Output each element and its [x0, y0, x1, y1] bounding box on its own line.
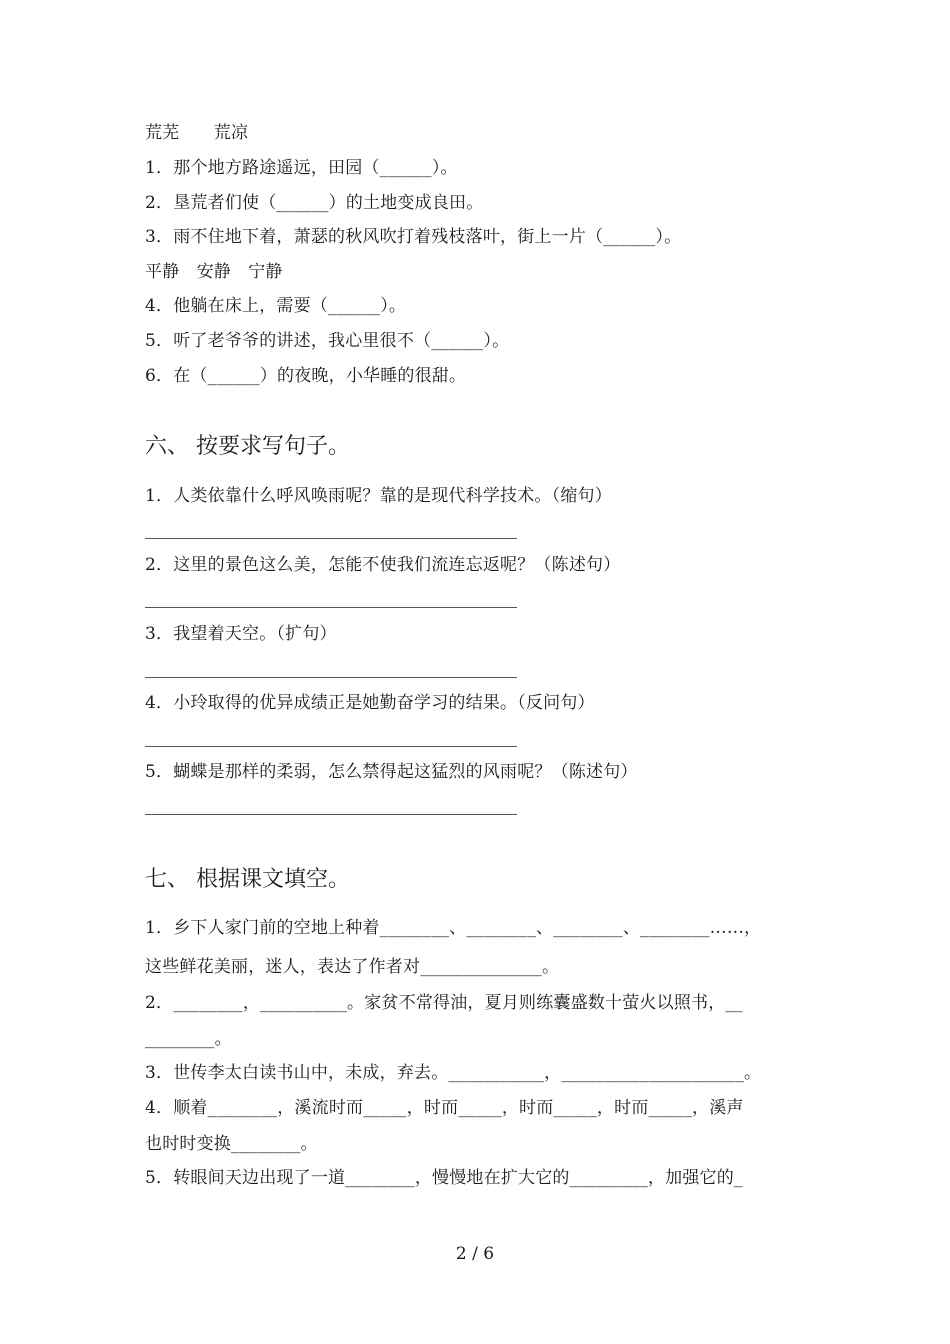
answer-line-4 — [145, 746, 517, 747]
text-fill-question-2-line-1: 2．________，__________。家贫不常得油，夏月则练囊盛数十萤火以照书，__ — [145, 993, 743, 1013]
fill-question-2: 2．垦荒者们使（______）的土地变成良田。 — [145, 193, 484, 213]
fill-question-5: 5．听了老爷爷的讲述，我心里很不（______）。 — [145, 331, 510, 351]
text-fill-question-3: 3．世传李太白读书山中，未成，弃去。___________，_____________________。 — [145, 1063, 762, 1083]
text-fill-question-4-line-1: 4．顺着________，溪流时而_____，时而_____，时而_____，时而_____，溪声 — [145, 1098, 744, 1118]
text-fill-question-1-line-2: 这些鲜花美丽，迷人，表达了作者对______________。 — [145, 957, 560, 977]
word-choice-group-2: 平静 安静 宁静 — [145, 262, 283, 282]
text-fill-question-2-line-2: ________。 — [145, 1029, 232, 1049]
answer-line-5 — [145, 814, 517, 815]
answer-line-1 — [145, 538, 517, 539]
fill-question-4: 4．他躺在床上，需要（______）。 — [145, 296, 407, 316]
answer-line-2 — [145, 607, 517, 608]
fill-question-1: 1．那个地方路途遥远，田园（______）。 — [145, 158, 458, 178]
answer-line-3 — [145, 677, 517, 678]
text-fill-question-1-line-1: 1．乡下人家门前的空地上种着________、________、________、________……， — [145, 918, 762, 938]
text-fill-question-4-line-2: 也时时变换________。 — [145, 1134, 318, 1154]
text-fill-question-5: 5．转眼间天边出现了一道________，慢慢地在扩大它的_________，加强它的_ — [145, 1168, 743, 1188]
rewrite-question-5: 5．蝴蝶是那样的柔弱，怎么禁得起这猛烈的风雨呢？（陈述句） — [145, 762, 638, 782]
fill-question-6: 6．在（______）的夜晚，小华睡的很甜。 — [145, 366, 467, 386]
section-6-heading: 六、 按要求写句子。 — [145, 434, 350, 459]
rewrite-question-4: 4．小玲取得的优异成绩正是她勤奋学习的结果。（反问句） — [145, 693, 595, 713]
fill-question-3: 3．雨不住地下着，萧瑟的秋风吹打着残枝落叶，街上一片（______）。 — [145, 227, 682, 247]
section-7-heading: 七、 根据课文填空。 — [145, 867, 350, 892]
word-choice-group-1: 荒芜 荒凉 — [145, 123, 249, 143]
rewrite-question-3: 3．我望着天空。（扩句） — [145, 624, 337, 644]
page-number: 2 / 6 — [455, 1244, 495, 1264]
rewrite-question-2: 2．这里的景色这么美，怎能不使我们流连忘返呢？（陈述句） — [145, 555, 621, 575]
rewrite-question-1: 1．人类依靠什么呼风唤雨呢？靠的是现代科学技术。（缩句） — [145, 486, 612, 506]
